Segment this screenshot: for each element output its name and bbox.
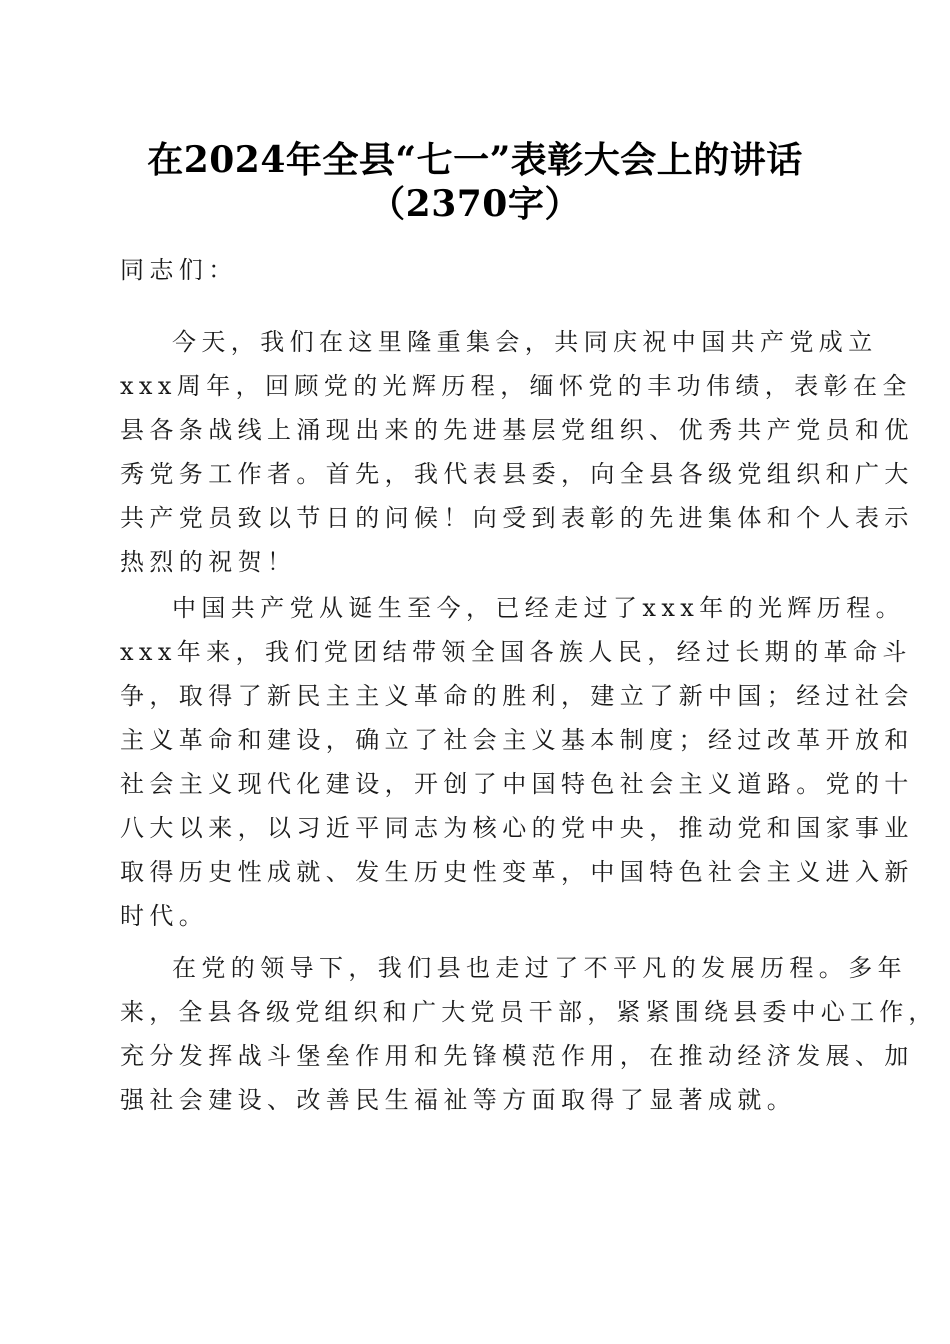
paragraph-line: 今天，我们在这里隆重集会，共同庆祝中国共产党成立 bbox=[172, 328, 878, 356]
paragraph-line: 时代。 bbox=[120, 902, 209, 930]
paragraph-line: 秀党务工作者。首先，我代表县委，向全县各级党组织和广大 bbox=[120, 460, 914, 488]
paragraph-line: 热烈的祝贺！ bbox=[120, 548, 297, 576]
document-title: 在2024年全县“七一”表彰大会上的讲话 bbox=[147, 139, 803, 181]
paragraph-line: 充分发挥战斗堡垒作用和先锋模范作用，在推动经济发展、加 bbox=[120, 1042, 914, 1070]
paragraph-line: 社会主义现代化建设，开创了中国特色社会主义道路。党的十 bbox=[120, 770, 914, 798]
paragraph-line: 在党的领导下，我们县也走过了不平凡的发展历程。多年 bbox=[172, 954, 907, 982]
paragraph-line: xxx年来，我们党团结带领全国各族人民，经过长期的革命斗 bbox=[120, 638, 912, 666]
paragraph-line: 八大以来，以习近平同志为核心的党中央，推动党和国家事业 bbox=[120, 814, 914, 842]
paragraph-line: 共产党员致以节日的问候！向受到表彰的先进集体和个人表示 bbox=[120, 504, 914, 532]
paragraph-line: 中国共产党从诞生至今，已经走过了xxx年的光辉历程。 bbox=[172, 594, 906, 622]
paragraph-line: 争，取得了新民主主义革命的胜利，建立了新中国；经过社会 bbox=[120, 682, 914, 710]
paragraph-line: 县各条战线上涌现出来的先进基层党组织、优秀共产党员和优 bbox=[120, 416, 914, 444]
paragraph-line: 取得历史性成就、发生历史性变革，中国特色社会主义进入新 bbox=[120, 858, 914, 886]
document-subtitle-word-count: （2370字） bbox=[369, 183, 581, 225]
paragraph-line: xxx周年，回顾党的光辉历程，缅怀党的丰功伟绩，表彰在全 bbox=[120, 372, 912, 400]
salutation: 同志们： bbox=[120, 256, 238, 284]
paragraph-line: 来，全县各级党组织和广大党员干部，紧紧围绕县委中心工作， bbox=[120, 998, 938, 1026]
paragraph-line: 主义革命和建设，确立了社会主义基本制度；经过改革开放和 bbox=[120, 726, 914, 754]
paragraph-line: 强社会建设、改善民生福祉等方面取得了显著成就。 bbox=[120, 1086, 797, 1114]
